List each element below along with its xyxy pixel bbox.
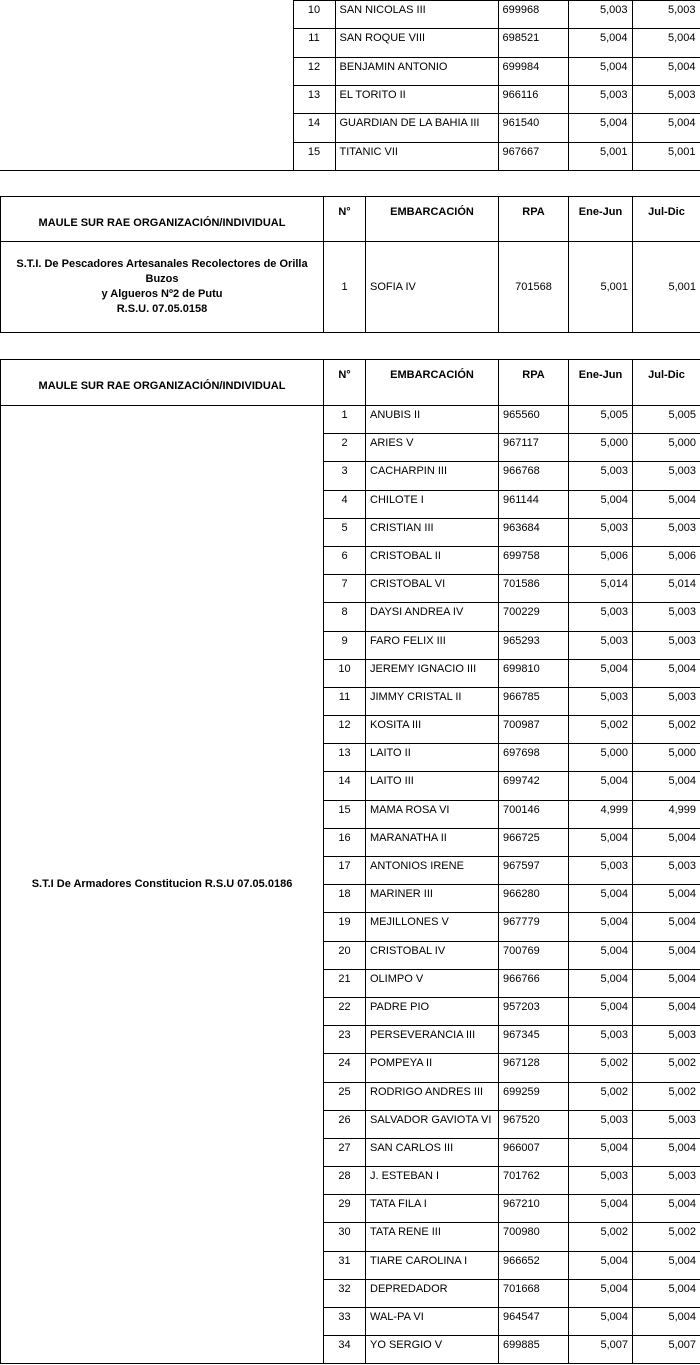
table3-body [1,360,700,1364]
cell-ene-jun: 5,005 [569,406,633,434]
cell-n: 22 [324,997,366,1025]
cell-embarcacion: SALVADOR GAVIOTA VI [366,1110,499,1138]
cell-rpa: 698521 [498,29,568,57]
cell-ene-jun: 5,007 [569,1336,633,1364]
cell-embarcacion: DAYSI ANDREA IV [366,603,499,631]
cell-jul-dic: 5,004 [632,29,700,57]
cell-jul-dic: 5,014 [633,575,700,603]
cell-embarcacion: CRISTOBAL VI [366,575,499,603]
cell-jul-dic: 5,004 [633,913,700,941]
cell-ene-jun: 5,001 [568,142,632,170]
cell-n: 2 [324,434,366,462]
header-row [1,197,700,242]
cell-n: 1 [324,242,366,333]
cell-jul-dic: 5,001 [633,242,700,333]
cell-rpa: 967117 [499,434,569,462]
header-jul-dic: Jul-Dic [633,197,700,242]
cell-jul-dic: 5,003 [633,687,700,715]
cell-ene-jun: 5,004 [569,1279,633,1307]
cell-rpa: 701762 [499,1167,569,1195]
cell-ene-jun: 4,999 [569,800,633,828]
cell-embarcacion: GUARDIAN DE LA BAHIA III [335,114,498,142]
cell-n: 21 [324,969,366,997]
cell-jul-dic: 5,003 [633,462,700,490]
cell-rpa: 967597 [499,857,569,885]
cell-n: 9 [324,631,366,659]
cell-jul-dic: 5,003 [633,857,700,885]
table-row [1,406,700,434]
cell-ene-jun: 5,001 [569,242,633,333]
cell-n: 24 [324,1054,366,1082]
cell-jul-dic: 5,002 [633,1054,700,1082]
cell-rpa: 699758 [499,546,569,574]
cell-n: 19 [324,913,366,941]
cell-embarcacion: CHILOTE I [366,490,499,518]
cell-rpa: 964547 [499,1308,569,1336]
cell-embarcacion: CRISTOBAL IV [366,941,499,969]
cell-embarcacion: JEREMY IGNACIO III [366,659,499,687]
header-n: N° [324,360,366,406]
cell-n: 25 [324,1082,366,1110]
cell-n: 1 [324,406,366,434]
cell-jul-dic: 5,003 [632,1,700,29]
cell-jul-dic: 5,002 [633,1082,700,1110]
cell-rpa: 966280 [499,885,569,913]
cell-n: 16 [324,828,366,856]
table-sti-putu [0,196,700,333]
cell-jul-dic: 5,007 [633,1336,700,1364]
cell-ene-jun: 5,000 [569,434,633,462]
cell-rpa: 966007 [499,1138,569,1166]
cell-embarcacion: WAL-PA VI [366,1308,499,1336]
cell-n: 27 [324,1138,366,1166]
cell-rpa: 700769 [499,941,569,969]
cell-n: 26 [324,1110,366,1138]
cell-ene-jun: 5,002 [569,1082,633,1110]
cell-jul-dic: 5,004 [633,1195,700,1223]
cell-rpa: 967128 [499,1054,569,1082]
header-n: N° [324,197,366,242]
cell-n: 10 [324,659,366,687]
header-ene-jun: Ene-Jun [569,197,633,242]
cell-jul-dic: 5,000 [633,434,700,462]
cell-n: 20 [324,941,366,969]
cell-rpa: 966768 [499,462,569,490]
cell-embarcacion: SAN CARLOS III [366,1138,499,1166]
cell-ene-jun: 5,003 [569,462,633,490]
cell-ene-jun: 5,004 [569,913,633,941]
header-embarcacion: EMBARCACIÓN [366,197,499,242]
cell-embarcacion: BENJAMIN ANTONIO [335,57,498,85]
cell-ene-jun: 5,004 [568,29,632,57]
cell-rpa: 966785 [499,687,569,715]
cell-ene-jun: 5,000 [569,744,633,772]
cell-embarcacion: CRISTOBAL II [366,546,499,574]
cell-ene-jun: 5,004 [569,885,633,913]
cell-jul-dic: 5,003 [633,631,700,659]
org-line: S.T.I. De Pescadores Artesanales Recolectores de Orilla Buzos [16,258,308,285]
cell-jul-dic: 5,004 [633,885,700,913]
cell-jul-dic: 5,004 [633,969,700,997]
cell-embarcacion: SAN NICOLAS III [335,1,498,29]
cell-n: 8 [324,603,366,631]
cell-embarcacion: KOSITA III [366,716,499,744]
cell-ene-jun: 5,004 [569,772,633,800]
cell-n: 14 [293,114,335,142]
cell-embarcacion: LAITO II [366,744,499,772]
cell-ene-jun: 5,003 [569,631,633,659]
cell-n: 7 [324,575,366,603]
cell-jul-dic: 5,004 [632,57,700,85]
cell-n: 11 [324,687,366,715]
cell-embarcacion: TATA RENE III [366,1223,499,1251]
cell-embarcacion: CRISTIAN III [366,518,499,546]
cell-n: 29 [324,1195,366,1223]
cell-ene-jun: 5,004 [569,1251,633,1279]
cell-ene-jun: 5,003 [569,857,633,885]
cell-rpa: 965293 [499,631,569,659]
cell-n: 12 [324,716,366,744]
cell-embarcacion: SAN ROQUE VIII [335,29,498,57]
header-rpa: RPA [499,360,569,406]
cell-ene-jun: 5,002 [569,716,633,744]
cell-rpa: 961540 [498,114,568,142]
cell-ene-jun: 5,004 [569,997,633,1025]
cell-ene-jun: 5,004 [569,969,633,997]
cell-jul-dic: 5,003 [633,1167,700,1195]
cell-ene-jun: 5,003 [569,1167,633,1195]
cell-rpa: 700146 [499,800,569,828]
cell-jul-dic: 5,003 [633,603,700,631]
cell-n: 3 [324,462,366,490]
cell-ene-jun: 5,003 [569,518,633,546]
cell-n: 15 [293,142,335,170]
cell-embarcacion: YO SERGIO V [366,1336,499,1364]
header-org: MAULE SUR RAE ORGANIZACIÓN/INDIVIDUAL [1,197,324,242]
cell-jul-dic: 5,003 [633,518,700,546]
cell-rpa: 699885 [499,1336,569,1364]
cell-jul-dic: 5,005 [633,406,700,434]
cell-jul-dic: 5,001 [632,142,700,170]
cell-jul-dic: 5,004 [632,114,700,142]
cell-embarcacion: MARINER III [366,885,499,913]
cell-rpa: 699259 [499,1082,569,1110]
cell-rpa: 699968 [498,1,568,29]
cell-n: 11 [293,29,335,57]
header-org: MAULE SUR RAE ORGANIZACIÓN/INDIVIDUAL [1,360,324,406]
cell-ene-jun: 5,004 [569,1195,633,1223]
cell-rpa: 699984 [498,57,568,85]
cell-jul-dic: 5,004 [633,997,700,1025]
cell-rpa: 967520 [499,1110,569,1138]
cell-jul-dic: 5,002 [633,1223,700,1251]
cell-embarcacion: LAITO III [366,772,499,800]
cell-n: 28 [324,1167,366,1195]
cell-embarcacion: SOFIA IV [366,242,499,333]
cell-n: 18 [324,885,366,913]
cell-embarcacion: PERSEVERANCIA III [366,1026,499,1054]
cell-rpa: 967667 [498,142,568,170]
cell-n: 30 [324,1223,366,1251]
cell-n: 17 [324,857,366,885]
cell-n: 33 [324,1308,366,1336]
cell-ene-jun: 5,006 [569,546,633,574]
cell-rpa: 967345 [499,1026,569,1054]
cell-n: 13 [324,744,366,772]
cell-jul-dic: 5,003 [633,1026,700,1054]
cell-embarcacion: ANUBIS II [366,406,499,434]
cell-ene-jun: 5,002 [569,1054,633,1082]
cell-jul-dic: 5,006 [633,546,700,574]
cell-n: 31 [324,1251,366,1279]
cell-ene-jun: 5,004 [569,828,633,856]
cell-jul-dic: 4,999 [633,800,700,828]
table-sti-constitucion [0,359,700,1364]
org-name: S.T.I De Armadores Constitucion R.S.U 07.05.0186 [1,406,324,1364]
cell-ene-jun: 5,003 [569,603,633,631]
cell-rpa: 700980 [499,1223,569,1251]
top-table-continuation [0,0,700,171]
cell-jul-dic: 5,004 [633,1279,700,1307]
cell-rpa: 966725 [499,828,569,856]
cell-jul-dic: 5,004 [633,772,700,800]
org-name [1,242,324,333]
cell-rpa: 966766 [499,969,569,997]
header-jul-dic: Jul-Dic [633,360,700,406]
cell-embarcacion: J. ESTEBAN I [366,1167,499,1195]
org-cell-blank [0,1,293,171]
cell-ene-jun: 5,004 [568,57,632,85]
cell-ene-jun: 5,004 [569,941,633,969]
table-row [1,242,700,333]
cell-embarcacion: FARO FELIX III [366,631,499,659]
org-line: R.S.U. 07.05.0158 [116,303,208,315]
cell-rpa: 957203 [499,997,569,1025]
cell-ene-jun: 5,003 [568,1,632,29]
cell-ene-jun: 5,004 [569,1308,633,1336]
org-line: y Algueros Nº2 de Putu [101,288,223,300]
cell-rpa: 699810 [499,659,569,687]
cell-jul-dic: 5,004 [633,490,700,518]
cell-n: 5 [324,518,366,546]
top-table-body [0,1,700,171]
cell-ene-jun: 5,003 [569,1026,633,1054]
cell-n: 23 [324,1026,366,1054]
cell-embarcacion: TIARE CAROLINA I [366,1251,499,1279]
cell-rpa: 700987 [499,716,569,744]
cell-rpa: 699742 [499,772,569,800]
header-ene-jun: Ene-Jun [569,360,633,406]
cell-embarcacion: MEJILLONES V [366,913,499,941]
cell-jul-dic: 5,004 [633,1138,700,1166]
cell-jul-dic: 5,004 [633,941,700,969]
cell-jul-dic: 5,004 [633,1251,700,1279]
cell-jul-dic: 5,000 [633,744,700,772]
cell-embarcacion: ANTONIOS IRENE [366,857,499,885]
cell-jul-dic: 5,004 [633,828,700,856]
cell-jul-dic: 5,004 [633,1308,700,1336]
cell-n: 10 [293,1,335,29]
cell-n: 34 [324,1336,366,1364]
cell-rpa: 700229 [499,603,569,631]
cell-ene-jun: 5,004 [569,659,633,687]
cell-n: 14 [324,772,366,800]
cell-embarcacion: ARIES V [366,434,499,462]
cell-ene-jun: 5,003 [569,687,633,715]
cell-n: 6 [324,546,366,574]
cell-rpa: 967779 [499,913,569,941]
cell-ene-jun: 5,004 [568,114,632,142]
cell-embarcacion: CACHARPIN III [366,462,499,490]
cell-rpa: 961144 [499,490,569,518]
cell-rpa: 966652 [499,1251,569,1279]
cell-embarcacion: TITANIC VII [335,142,498,170]
cell-ene-jun: 5,003 [569,1110,633,1138]
cell-embarcacion: OLIMPO V [366,969,499,997]
cell-embarcacion: TATA FILA I [366,1195,499,1223]
cell-ene-jun: 5,003 [568,85,632,113]
cell-rpa: 967210 [499,1195,569,1223]
header-embarcacion: EMBARCACIÓN [366,360,499,406]
table-row [0,1,700,29]
header-rpa: RPA [499,197,569,242]
cell-ene-jun: 5,004 [569,1138,633,1166]
cell-embarcacion: RODRIGO ANDRES III [366,1082,499,1110]
cell-ene-jun: 5,002 [569,1223,633,1251]
cell-ene-jun: 5,004 [569,490,633,518]
cell-rpa: 963684 [499,518,569,546]
cell-embarcacion: DEPREDADOR [366,1279,499,1307]
cell-rpa: 965560 [499,406,569,434]
cell-embarcacion: PADRE PIO [366,997,499,1025]
cell-embarcacion: MAMA ROSA VI [366,800,499,828]
cell-n: 15 [324,800,366,828]
cell-jul-dic: 5,004 [633,659,700,687]
header-row [1,360,700,406]
cell-embarcacion: JIMMY CRISTAL II [366,687,499,715]
cell-rpa: 701668 [499,1279,569,1307]
cell-embarcacion: EL TORITO II [335,85,498,113]
cell-jul-dic: 5,003 [632,85,700,113]
cell-rpa: 697698 [499,744,569,772]
cell-n: 13 [293,85,335,113]
cell-jul-dic: 5,003 [633,1110,700,1138]
cell-embarcacion: MARANATHA II [366,828,499,856]
cell-n: 12 [293,57,335,85]
cell-embarcacion: POMPEYA II [366,1054,499,1082]
cell-rpa: 701586 [499,575,569,603]
cell-n: 4 [324,490,366,518]
cell-ene-jun: 5,014 [569,575,633,603]
cell-n: 32 [324,1279,366,1307]
cell-rpa: 701568 [499,242,569,333]
cell-rpa: 966116 [498,85,568,113]
cell-jul-dic: 5,002 [633,716,700,744]
